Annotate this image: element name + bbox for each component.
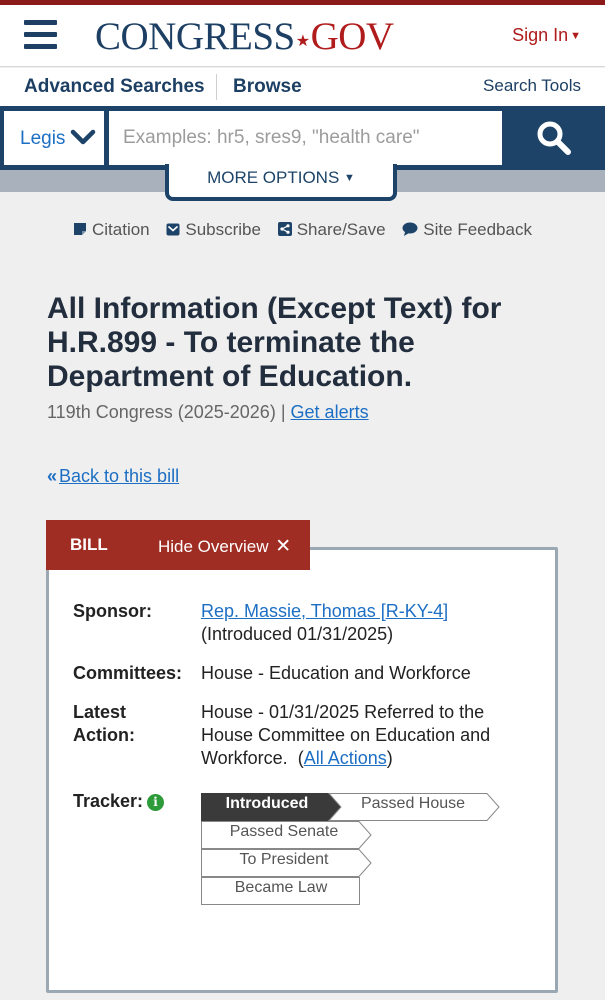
congress-separator: | (280, 402, 286, 422)
close-icon: ✕ (275, 536, 292, 557)
bill-overview-tab (46, 520, 310, 570)
subscribe-link[interactable] (166, 220, 261, 240)
info-icon[interactable]: i (147, 794, 164, 811)
caret-down-icon: ▼ (570, 30, 581, 42)
sponsor-link[interactable]: Rep. Massie, Thomas [R-KY-4] (201, 601, 449, 621)
sub-navigation (0, 68, 605, 106)
congress-gov-logo[interactable] (95, 15, 394, 64)
tracker-step-passed-senate: Passed Senate (229, 823, 339, 840)
latest-action-label-line1: Latest (73, 702, 127, 722)
search-tools-link[interactable]: Search Tools (483, 76, 581, 95)
tracker-step-became-law: Became Law (234, 879, 328, 896)
chevron-down-icon (70, 127, 96, 147)
congress-session (47, 402, 369, 423)
tracker-step-passed-house: Passed House (360, 795, 466, 812)
back-to-bill-label: Back to this bill (59, 466, 180, 486)
search-input[interactable] (109, 111, 502, 165)
citation-label: Citation (92, 220, 150, 239)
subscribe-label: Subscribe (185, 220, 261, 239)
tracker-step-to-president: To President (239, 851, 329, 868)
congress-label: 119th Congress (2025-2026) (47, 402, 276, 422)
committees-label: Committees: (73, 663, 183, 683)
search-bar (0, 106, 605, 170)
bill-tab-label: BILL (70, 535, 108, 554)
get-alerts-link[interactable]: Get alerts (290, 402, 369, 422)
hide-overview-label: Hide Overview (158, 537, 269, 556)
more-options-label: MORE OPTIONS (207, 168, 340, 187)
speech-bubble-icon (402, 222, 418, 236)
page-title: All Information (Except Text) for H.R.899 - To terminate the Department of Education. (47, 292, 502, 393)
hide-overview-button[interactable] (158, 535, 291, 558)
advanced-searches-link[interactable]: Advanced Searches (24, 76, 205, 97)
chevron-down-icon: ▼ (344, 172, 355, 184)
share-save-label: Share/Save (296, 220, 386, 239)
envelope-icon (166, 223, 180, 236)
all-actions-link[interactable]: All Actions (303, 748, 387, 768)
share-icon (278, 222, 292, 236)
sponsor-introduced-date: (Introduced 01/31/2025) (201, 624, 394, 644)
sign-in-label: Sign In (512, 25, 569, 45)
back-to-bill-link[interactable] (47, 466, 179, 487)
more-options-button[interactable] (165, 164, 397, 201)
tracker-label (73, 790, 164, 813)
latest-action-text: House - 01/31/2025 Referred to the House Committee on Education and Workforce. (201, 702, 491, 768)
menu-icon[interactable] (24, 20, 57, 50)
logo-text-gov: GOV (310, 15, 394, 58)
bill-tool-links (0, 220, 605, 240)
latest-action-label-line2: Action: (73, 725, 135, 745)
committees-value: House - Education and Workforce (201, 663, 471, 683)
sponsor-value (201, 600, 521, 646)
search-scope-value: Legis (20, 128, 66, 149)
tracker-step-introduced: Introduced (225, 795, 309, 812)
browse-link[interactable]: Browse (233, 76, 302, 97)
sponsor-label: Sponsor: (73, 601, 152, 621)
site-header (0, 5, 605, 67)
citation-link[interactable] (73, 220, 150, 240)
search-scope-select[interactable] (4, 111, 104, 165)
share-save-link[interactable] (278, 220, 386, 240)
tracker-label-text: Tracker: (73, 791, 144, 811)
citation-icon (73, 222, 87, 236)
site-feedback-label: Site Feedback (423, 220, 532, 239)
sign-in-button[interactable] (512, 25, 581, 46)
logo-star-icon: ★ (295, 33, 310, 50)
latest-action-value: House - 01/31/2025 Referred to the House Committee on Education and Workforce. (All Actions) (201, 702, 491, 768)
subnav-divider (216, 74, 217, 100)
search-icon (536, 120, 572, 156)
search-button[interactable] (503, 106, 605, 170)
logo-text-congress: CONGRESS (95, 15, 295, 58)
latest-action-label (73, 701, 135, 747)
double-chevron-left-icon: « (47, 466, 58, 486)
site-feedback-link[interactable] (402, 220, 532, 240)
